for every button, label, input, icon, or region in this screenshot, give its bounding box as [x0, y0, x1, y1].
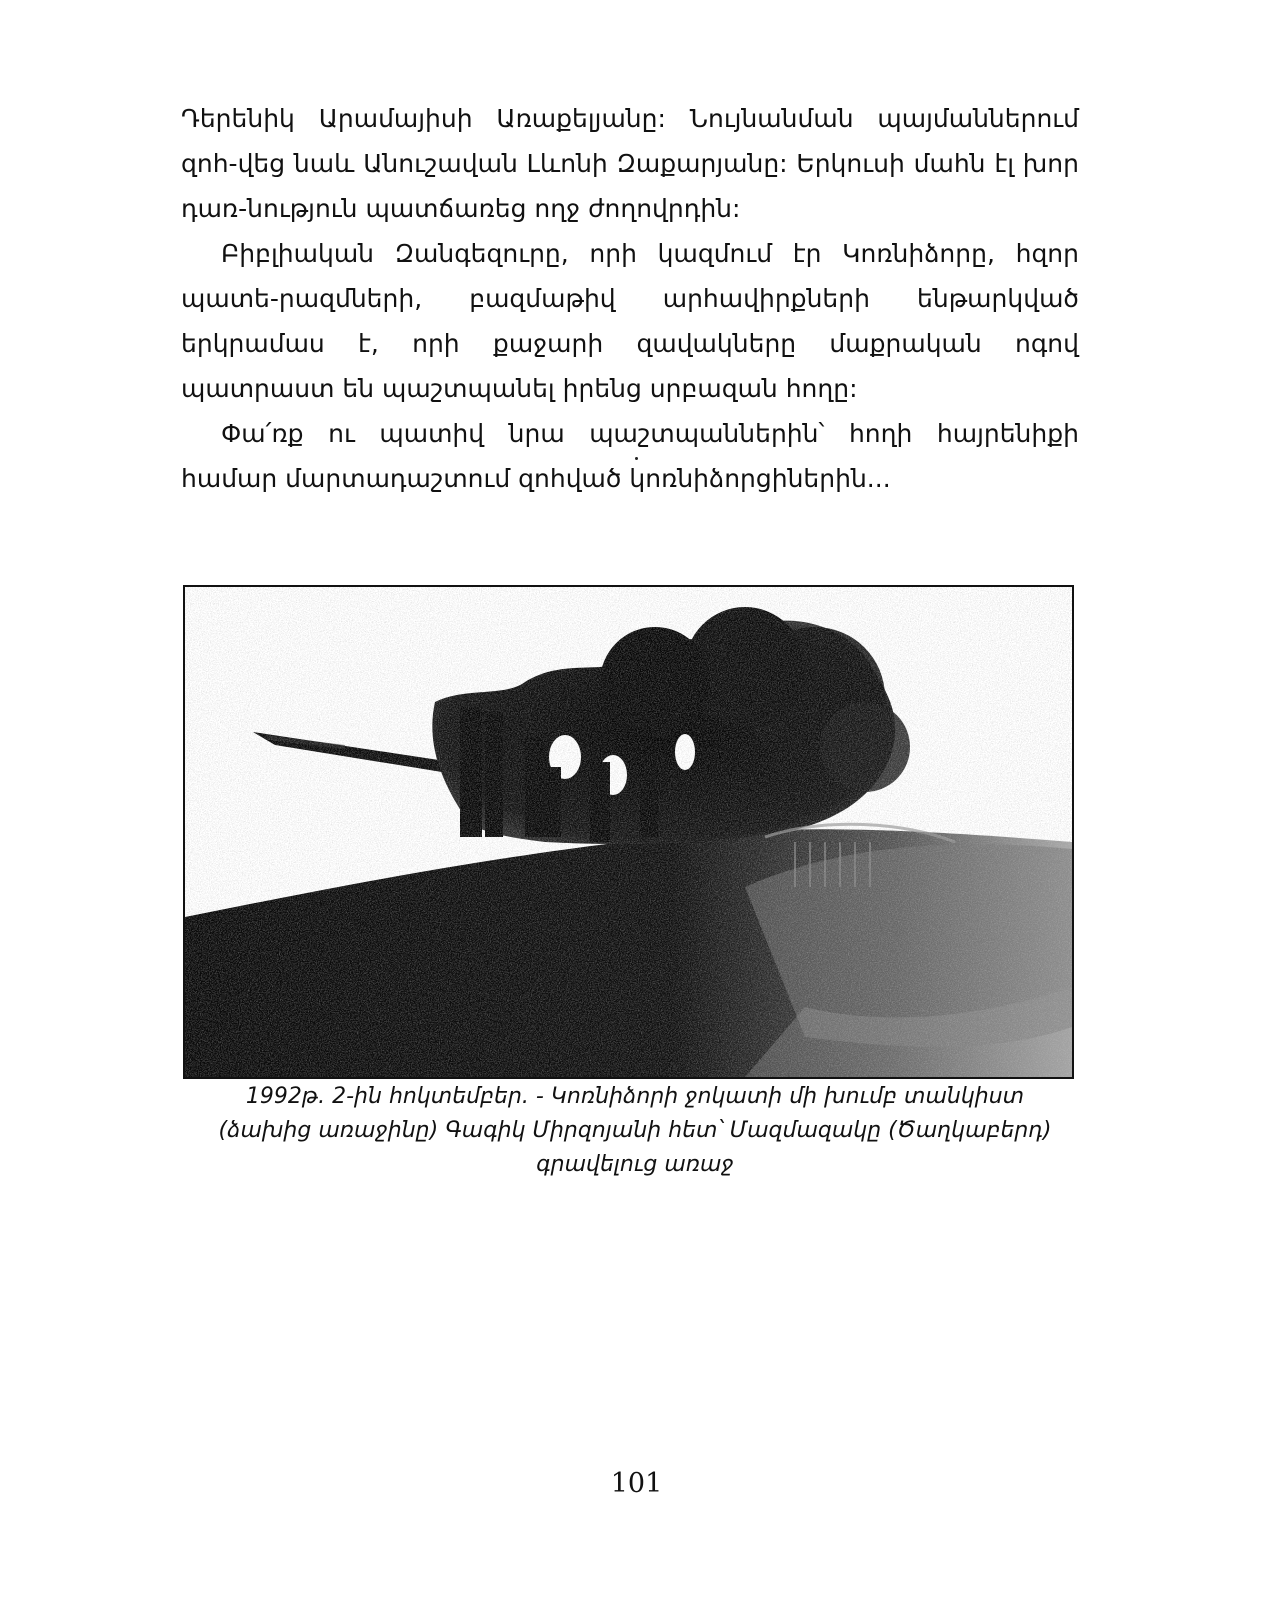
page-number: 101	[610, 1468, 663, 1499]
paragraph-1: Դերենիկ Արամայիսի Առաքելյանը: Նույնանման պայմաններում զոհ-վեց նաև Անուշավան Լևոնի Զաքարյանը: Երկուսի մահն էլ խոր դառ-նություն պատճառեց ողջ ժողովրդին:	[181, 104, 1079, 223]
caption-line-1: 1992թ. 2-ին հոկտեմբեր. - Կոռնիձորի ջոկատի մի խումբ տանկիստ	[245, 1084, 1025, 1109]
body-text	[181, 96, 1079, 501]
photograph-image	[185, 587, 1072, 1077]
paragraph-2: Բիբլիական Զանգեզուրը, որի կազմում էր Կոռնիձորը, հզոր պատե-րազմների, բազմաթիվ արհավիրքների ենթարկված երկրամաս է, որի քաջարի զավակները մաքրական ոգով պատրաստ են պաշտպանել իրենց սրբազան հողը:	[181, 239, 1079, 403]
paragraph-3: Փա՛ռք ու պատիվ նրա պաշտպաններին՝ հողի հայրենիքի համար մարտադաշտում զոհված կոռնիձորցիներին...	[181, 419, 1079, 493]
photograph	[183, 585, 1074, 1079]
photo-caption	[200, 1080, 1070, 1182]
caption-line-3: գրավելուց առաջ	[536, 1152, 734, 1177]
caption-line-2: (ձախից առաջինը) Գագիկ Միրզոյանի հետ՝ Մազմազակը (Ծաղկաբերդ)	[218, 1118, 1052, 1143]
stray-dot	[635, 457, 638, 460]
